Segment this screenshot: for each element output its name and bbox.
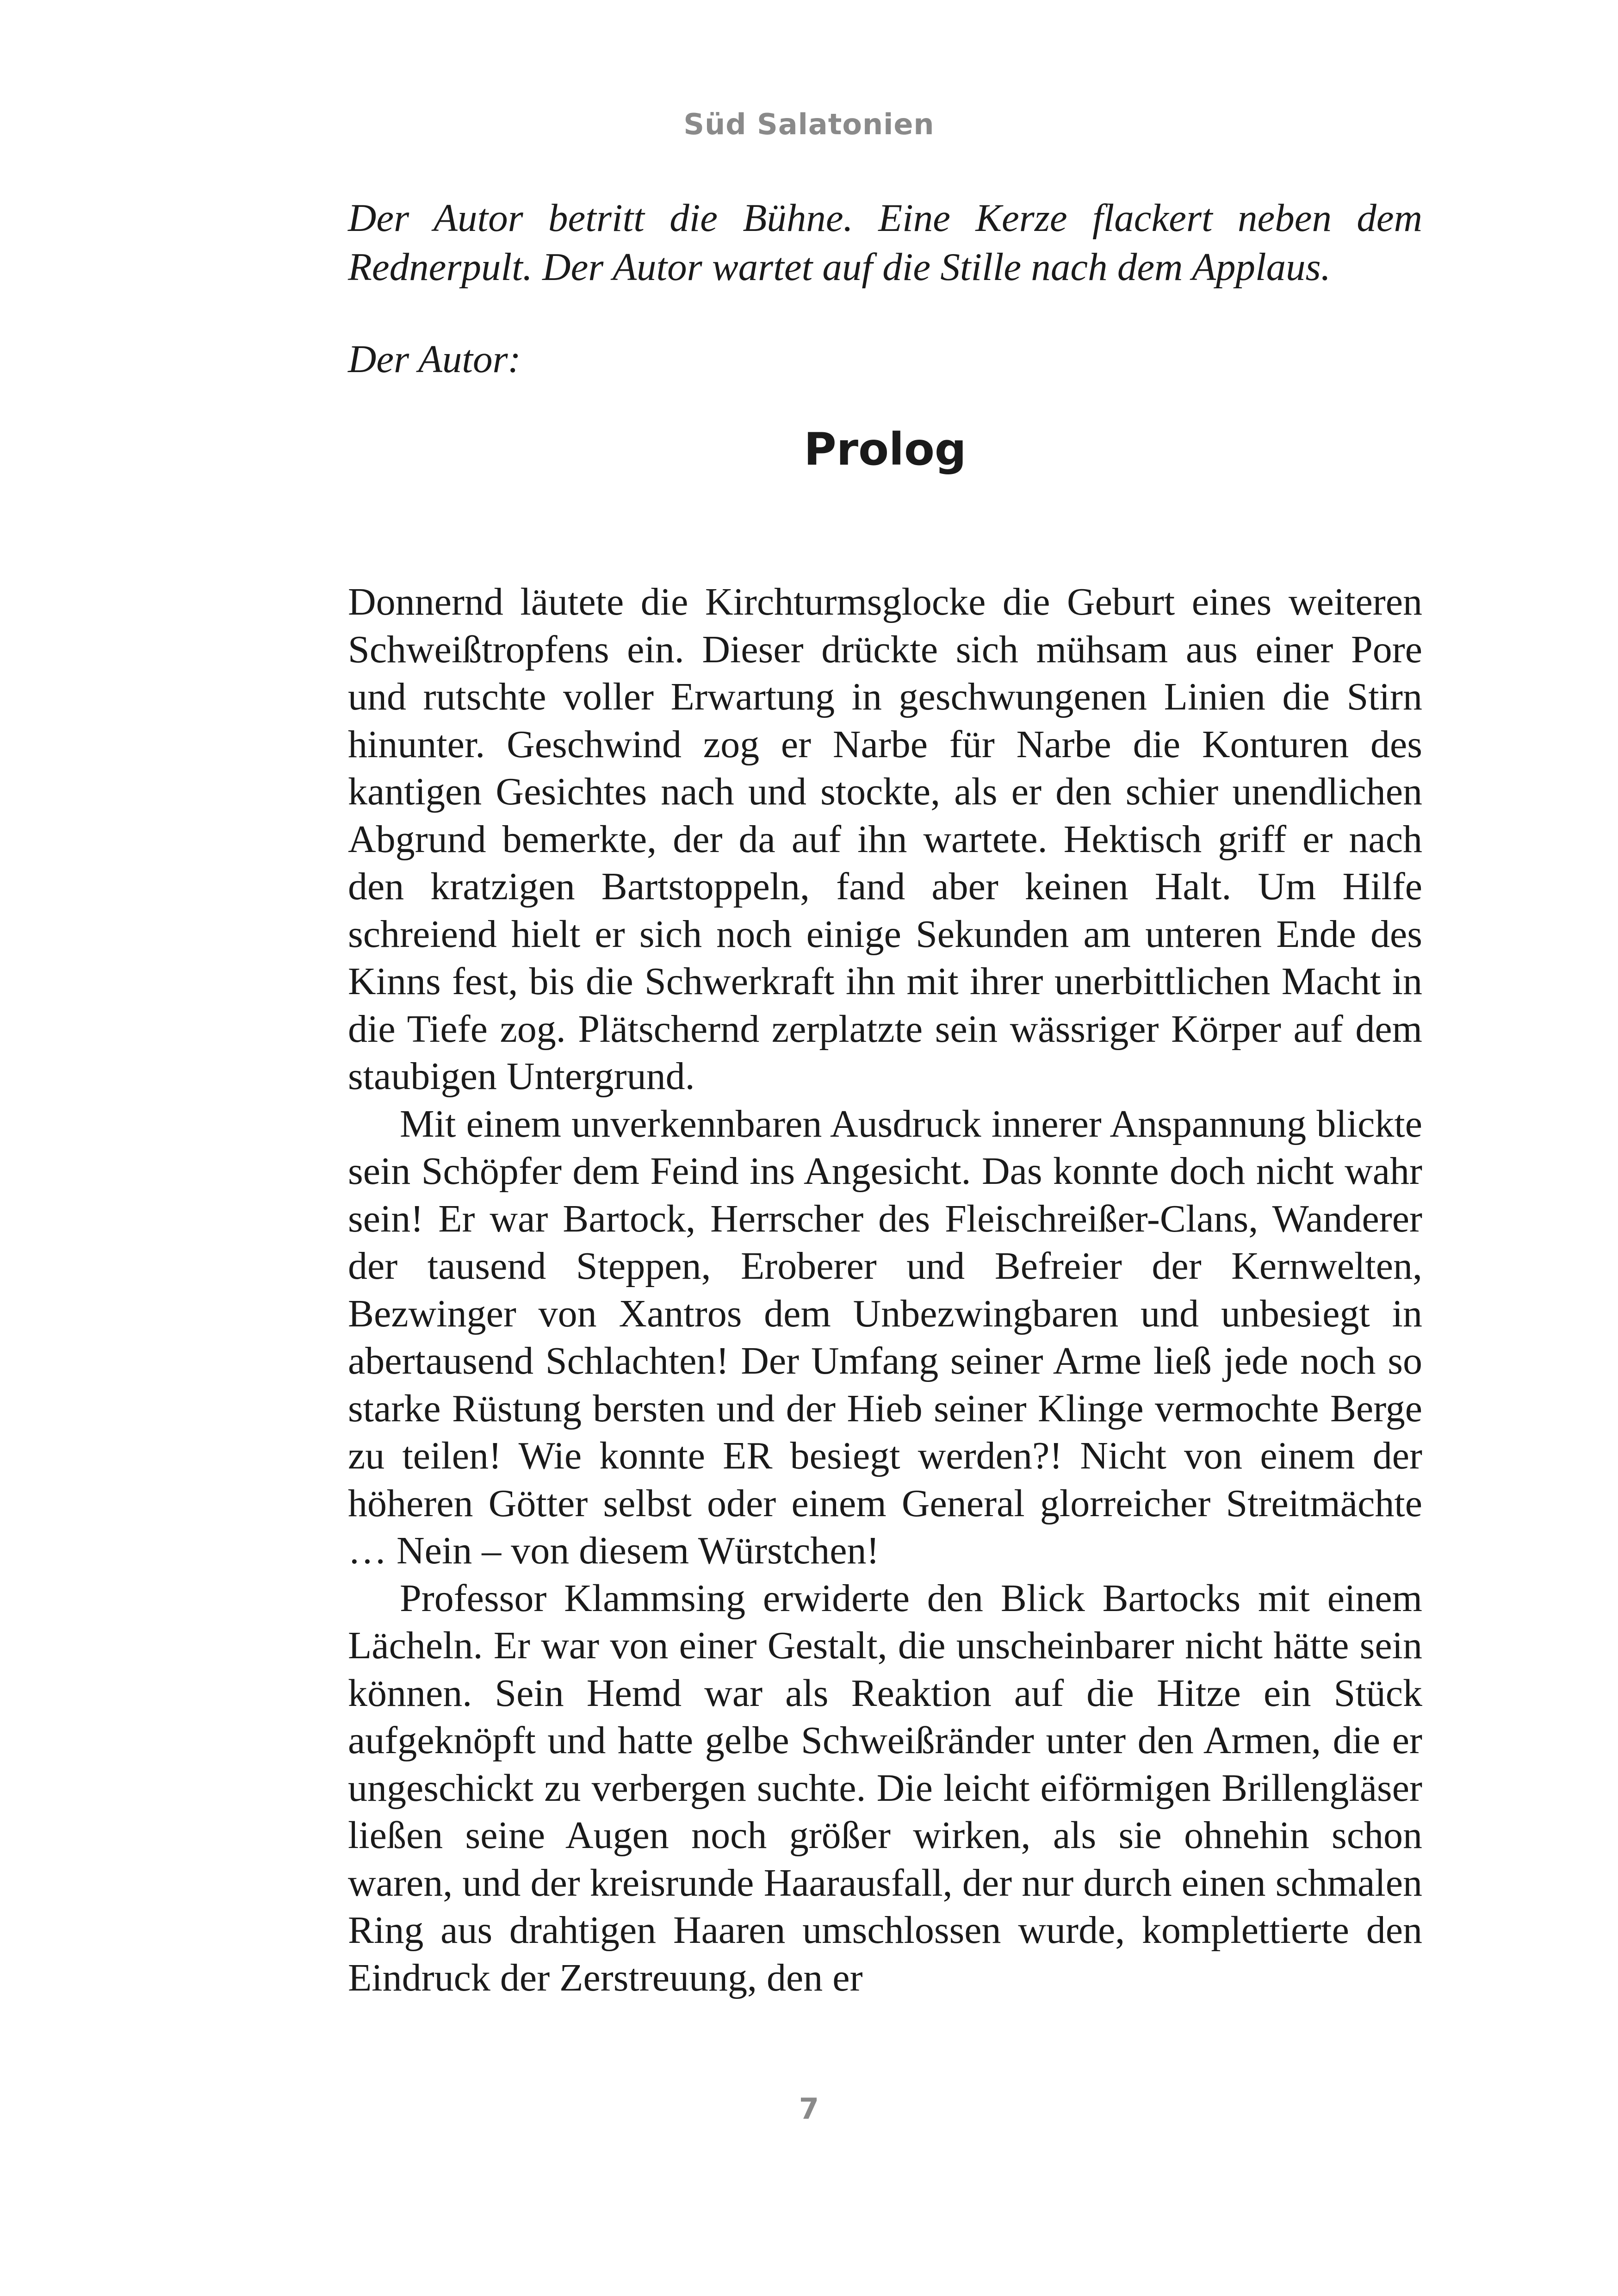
page-number: 7 bbox=[799, 2092, 819, 2126]
paragraph-1: Donnernd läutete die Kirchturmsglocke die Geburt eines weiteren Schweißtropfens ein. Dieser drückte sich mühsam aus einer Pore und rutschte voller Erwartung in geschwungenen Linien die Stirn hinunter. Geschwind zog er Narbe für Narbe die Konturen des kantigen Gesichtes nach und stockte, als er den schier unendlichen Abgrund bemerkte, der da auf ihn wartete. Hektisch griff er nach den kratzigen Bartstoppeln, fand aber keinen Halt. Um Hilfe schreiend hielt er sich noch einige Sekunden am unteren Ende des Kinns fest, bis die Schwerkraft ihn mit ihrer unerbittlichen Macht in die Tiefe zog. Plätschernd zerplatzte sein wässriger Körper auf dem staubigen Untergrund. bbox=[348, 580, 1422, 1098]
body-text bbox=[348, 579, 1422, 2002]
chapter-title: Prolog bbox=[804, 423, 967, 475]
speaker-label: Der Autor: bbox=[348, 337, 521, 381]
stage-direction: Der Autor betritt die Bühne. Eine Kerze flackert neben dem Rednerpult. Der Autor wartet auf die Stille nach dem Applaus. bbox=[348, 196, 1422, 289]
running-head: Süd Salatonien bbox=[683, 107, 935, 141]
paragraph-2: Mit einem unverkennbaren Ausdruck innerer Anspannung blickte sein Schöpfer dem Feind ins Angesicht. Das konnte doch nicht wahr sein! Er war Bartock, Herrscher des Fleischreißer-Clans, Wanderer der tausend Steppen, Eroberer und Befreier der Kernwelten, Bezwinger von Xantros dem Unbezwingbaren und unbesiegt in abertausend Schlachten! Der Umfang seiner Arme ließ jede noch so starke Rüstung bersten und der Hieb seiner Klinge vermochte Berge zu teilen! Wie konnte ER besiegt werden?! Nicht von einem der höheren Götter selbst oder einem General glorreicher Streitmächte … Nein – von diesem Würstchen! bbox=[348, 1102, 1422, 1572]
paragraph-3: Professor Klammsing erwiderte den Blick Bartocks mit einem Lächeln. Er war von einer Gestalt, die unscheinbarer nicht hätte sein können. Sein Hemd war als Reaktion auf die Hitze ein Stück aufgeknöpft und hatte gelbe Schweißränder unter den Armen, die er ungeschickt zu verbergen suchte. Die leicht eiförmigen Brillengläser ließen seine Augen noch größer wirken, als sie ohnehin schon waren, und der kreisrunde Haarausfall, der nur durch einen schmalen Ring aus drahtigen Haaren umschlossen wurde, komplettierte den Eindruck der Zerstreuung, den er bbox=[348, 1576, 1422, 1999]
